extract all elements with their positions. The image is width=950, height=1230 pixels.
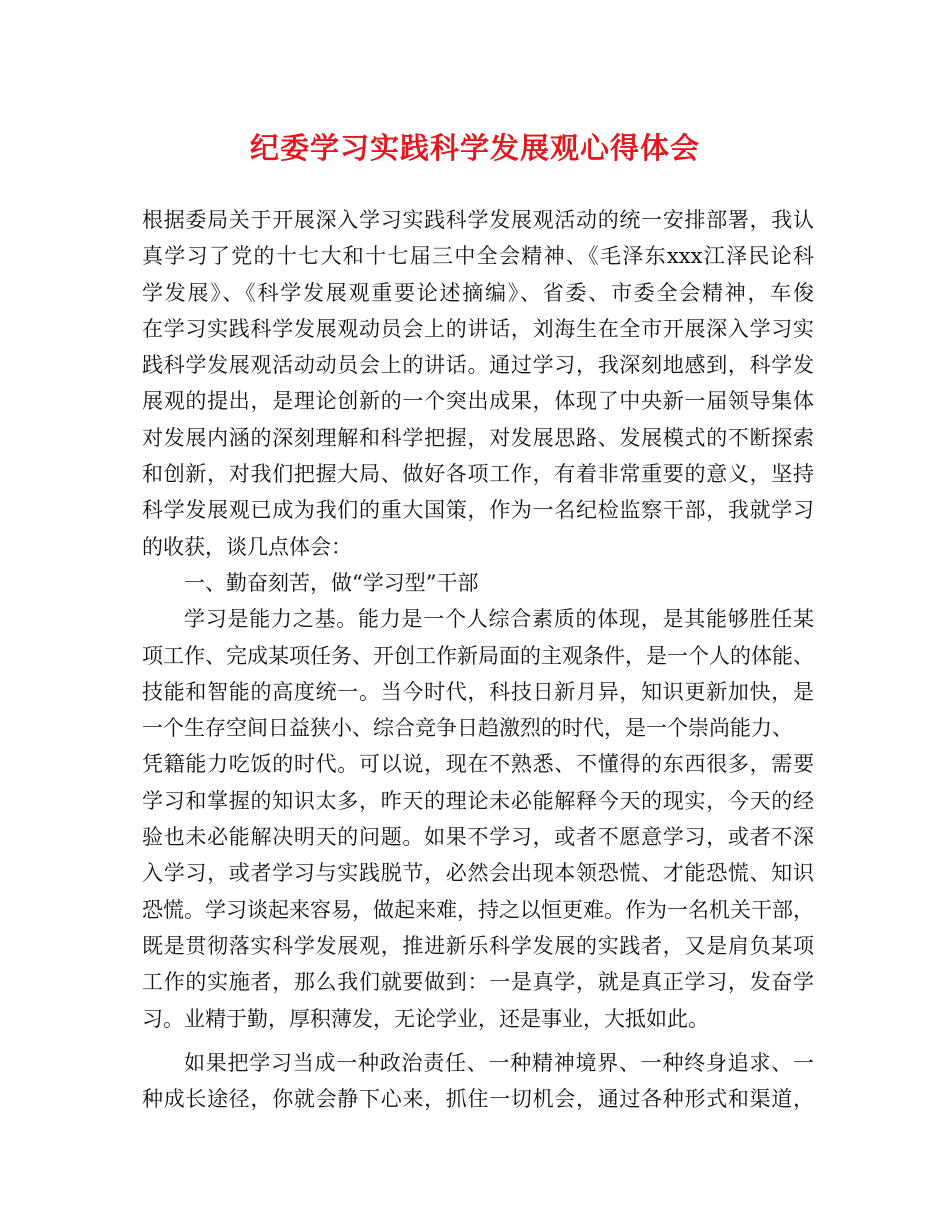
paragraph-line: 工作的实施者，那么我们就要做到：一是真学，就是真正学习，发奋学 bbox=[142, 970, 814, 995]
paragraph-line: 和创新，对我们把握大局、做好各项工作，有着非常重要的意义，坚持 bbox=[142, 462, 814, 487]
paragraph-line: 既是贯彻落实科学发展观，推进新乐科学发展的实践者，又是肩负某项 bbox=[142, 933, 814, 958]
paragraph-line: 展观的提出，是理论创新的一个突出成果，体现了中央新一届领导集体 bbox=[142, 389, 814, 414]
paragraph-line: 技能和智能的高度统一。当今时代，科技日新月异，知识更新加快，是 bbox=[142, 679, 814, 704]
paragraph-line: 对发展内涵的深刻理解和科学把握，对发展思路、发展模式的不断探索 bbox=[142, 425, 814, 450]
paragraph-line: 学发展》、《科学发展观重要论述摘编》、省委、市委全会精神，车俊 bbox=[142, 280, 814, 305]
section-heading: 一、勤奋刻苦，做“学习型”干部 bbox=[184, 570, 479, 595]
paragraph-line: 入学习，或者学习与实践脱节，必然会出现本领恐慌、才能恐慌、知识 bbox=[142, 861, 814, 886]
paragraph-line: 践科学发展观活动动员会上的讲话。通过学习，我深刻地感到，科学发 bbox=[142, 353, 814, 378]
paragraph-line: 根据委局关于开展深入学习实践科学发展观活动的统一安排部署，我认 bbox=[142, 208, 814, 232]
paragraph-line: 在学习实践科学发展观动员会上的讲话，刘海生在全市开展深入学习实 bbox=[142, 316, 814, 341]
paragraph-line: 一个生存空间日益狭小、综合竞争日趋激烈的时代，是一个崇尚能力、 bbox=[142, 716, 793, 741]
paragraph-line: 项工作、完成某项任务、开创工作新局面的主观条件，是一个人的体能、 bbox=[142, 643, 814, 668]
paragraph-line: 如果把学习当成一种政治责任、一种精神境界、一种终身追求、一 bbox=[184, 1050, 814, 1075]
paragraph-line: 学习和掌握的知识太多，昨天的理论未必能解释今天的现实，今天的经 bbox=[142, 788, 814, 813]
paragraph-line: 恐慌。学习谈起来容易，做起来难，持之以恒更难。作为一名机关干部， bbox=[142, 897, 814, 922]
paragraph-line: 学习是能力之基。能力是一个人综合素质的体现，是其能够胜任某 bbox=[184, 607, 814, 632]
page-title: 纪委学习实践科学发展观心得体会 bbox=[249, 131, 700, 165]
paragraph-line: 真学习了党的十七大和十七届三中全会精神、《毛泽东xxx江泽民论科 bbox=[142, 244, 814, 269]
paragraph-line: 的收获，谈几点体会： bbox=[142, 534, 352, 559]
paragraph-line: 习。业精于勤，厚积薄发，无论学业，还是事业，大抵如此。 bbox=[142, 1006, 709, 1031]
paragraph-line: 凭籍能力吃饭的时代。可以说，现在不熟悉、不懂得的东西很多，需要 bbox=[142, 752, 814, 777]
paragraph-line: 验也未必能解决明天的问题。如果不学习，或者不愿意学习，或者不深 bbox=[142, 825, 814, 850]
document-body bbox=[142, 202, 814, 1117]
paragraph-line: 科学发展观已成为我们的重大国策，作为一名纪检监察干部，我就学习 bbox=[142, 498, 814, 523]
paragraph-line: 种成长途径，你就会静下心来，抓住一切机会，通过各种形式和渠道， bbox=[142, 1087, 814, 1112]
